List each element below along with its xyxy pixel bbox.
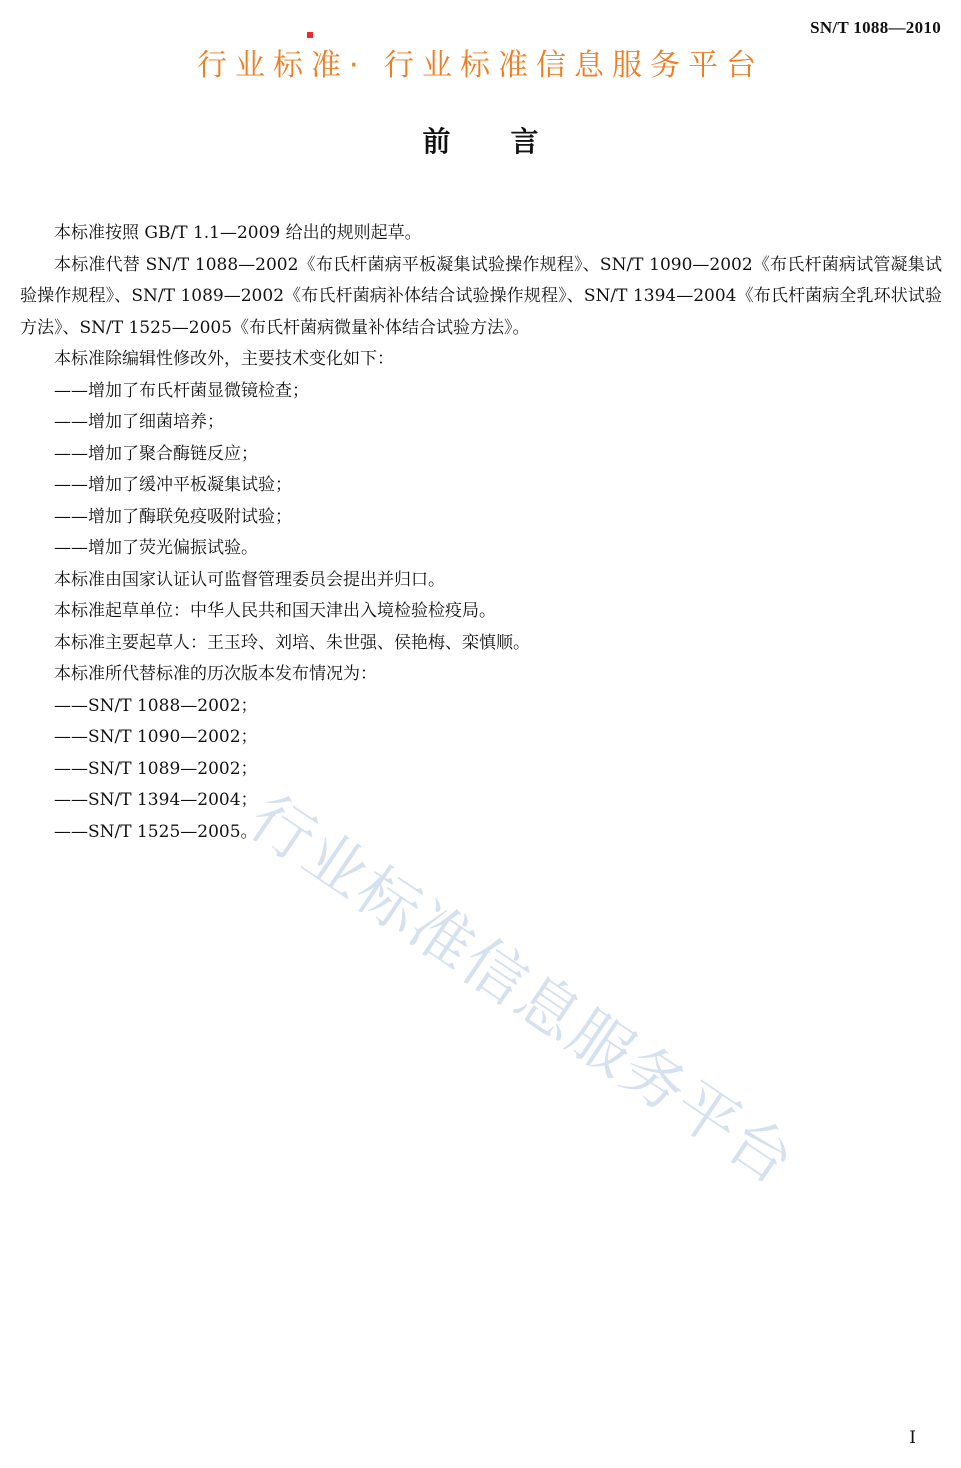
list-item: ——SN/T 1394—2004； — [54, 790, 258, 810]
paragraph: 本标准主要起草人：王玉玲、刘培、朱世强、侯艳梅、栾慎顺。 — [54, 632, 530, 653]
page-number: I — [909, 1428, 916, 1448]
list-item: ——增加了布氏杆菌显微镜检查； — [54, 380, 309, 401]
paragraph: 本标准起草单位：中华人民共和国天津出入境检验检疫局。 — [54, 601, 496, 621]
list-item: ——SN/T 1089—2002； — [54, 758, 258, 779]
list-item: ——增加了缓冲平板凝集试验； — [54, 475, 292, 495]
paragraph: 本标准由国家认证认可监督管理委员会提出并归口。 — [54, 569, 445, 590]
list-item: ——SN/T 1090—2002； — [54, 727, 258, 747]
paragraph: 本标准除编辑性修改外，主要技术变化如下： — [54, 349, 394, 369]
paragraph: 本标准代替 SN/T 1088—2002《布氏杆菌病平板凝集试验操作规程》、SN/T 1090—2002《布氏杆菌病试管凝集试验操作规程》、SN/T 1089—2002《布氏杆菌病补体结合试验操作规程》、SN/T 1394—2004《布氏杆菌病全乳环状试验方法》、SN/T 1525—2005《布氏杆菌病微量补体结合试验方法》。 — [20, 254, 942, 338]
list-item: ——增加了聚合酶链反应； — [54, 443, 258, 464]
page-title: 前言 — [422, 125, 599, 158]
banner-watermark — [0, 40, 961, 84]
paragraph: 本标准所代替标准的历次版本发布情况为： — [54, 664, 377, 684]
standard-code: SN/T 1088—2010 — [810, 18, 941, 37]
banner-text: 行业标准· 行业标准信息服务平台 — [196, 48, 765, 83]
list-item: ——增加了荧光偏振试验。 — [54, 538, 258, 558]
paragraph: 本标准按照 GB/T 1.1—2009 给出的规则起草。 — [54, 223, 422, 243]
list-item: ——SN/T 1525—2005。 — [54, 821, 258, 842]
list-item: ——增加了细菌培养； — [54, 412, 224, 432]
list-item: ——SN/T 1088—2002； — [54, 695, 258, 716]
list-item: ——增加了酶联免疫吸附试验； — [54, 506, 292, 527]
foreword-body — [20, 218, 942, 848]
banner-dot — [307, 32, 313, 38]
diagonal-watermark: 行业标准信息服务平台 — [236, 780, 809, 1200]
